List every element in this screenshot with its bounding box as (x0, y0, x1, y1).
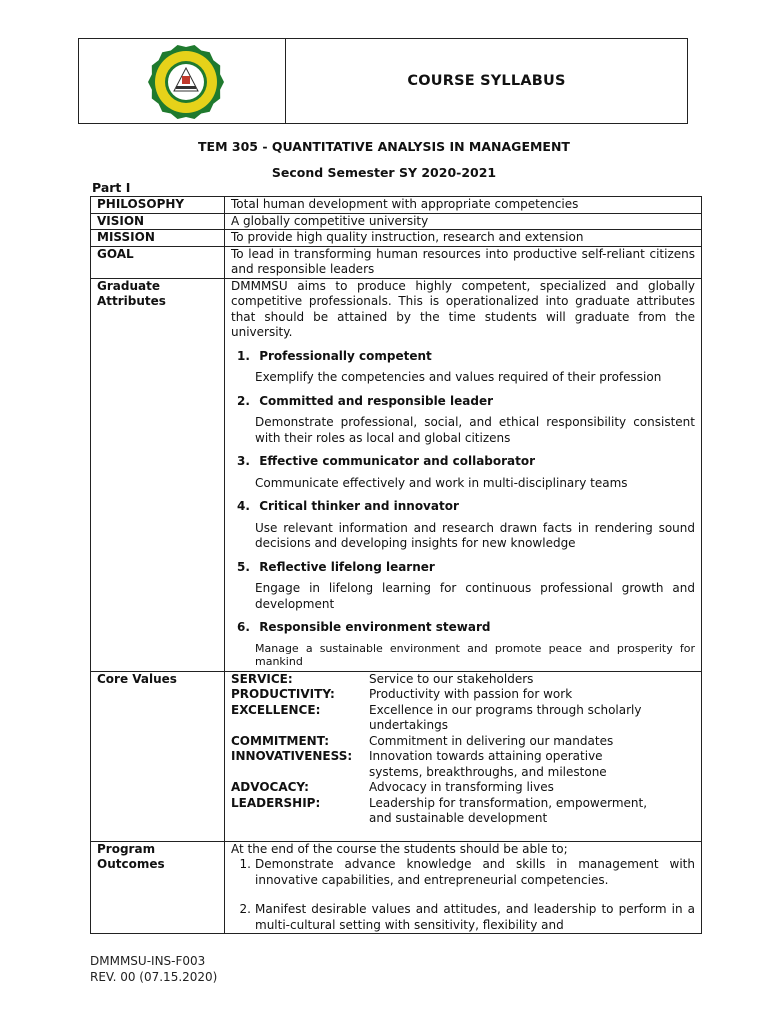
table-row-vision (91, 213, 702, 230)
program-outcomes-label-line2: Outcomes (97, 857, 165, 871)
program-outcome-item: 1. Demonstrate advance knowledge and skills in management with innovative capabilities, and entrepreneurial competencies. (239, 857, 695, 887)
header-box (78, 38, 688, 124)
part-label: Part I (92, 180, 131, 195)
goal-value: To lead in transforming human resources into productive self-reliant citizens and responsible leaders (225, 246, 702, 278)
table-row-program-outcomes (91, 841, 702, 934)
table-row-philosophy (91, 197, 702, 214)
core-value-item: INNOVATIVENESS: Innovation towards attaining operative (231, 749, 603, 763)
core-value-continuation: undertakings (369, 718, 448, 732)
attribute-description: Manage a sustainable environment and promote peace and prosperity for mankind (255, 641, 695, 668)
mission-label: MISSION (91, 230, 225, 247)
syllabus-table (90, 196, 702, 934)
core-value-item: COMMITMENT: Commitment in delivering our mandates (231, 733, 614, 748)
attribute-title: 3. Effective communicator and collaborator (237, 454, 536, 468)
seal-base (176, 86, 196, 89)
attribute-title: 2. Committed and responsible leader (237, 393, 493, 408)
core-value-item: PRODUCTIVITY: Productivity with passion for work (231, 687, 573, 701)
graduate-attributes-intro: DMMMSU aims to produce highly competent, specialized and globally competitive professionals. This is operationalized into graduate attributes that should be attained by the time students will graduate from the university. (231, 278, 695, 339)
core-values-value (225, 671, 702, 841)
philosophy-label: PHILOSOPHY (91, 197, 225, 214)
core-value-continuation: systems, breakthroughs, and milestone (369, 764, 607, 779)
attribute-description: Demonstrate professional, social, and ethical responsibility consistent with their roles as local and global citizens (255, 415, 695, 445)
revision-label: REV. 00 (07.15.2020) (90, 970, 218, 984)
core-value-item: SERVICE: Service to our stakeholders (231, 671, 534, 686)
attribute-title: 5. Reflective lifelong learner (237, 559, 435, 574)
table-row-goal (91, 246, 702, 278)
attribute-description: Engage in lifelong learning for continuous professional growth and development (255, 581, 695, 611)
graduate-attributes-label (91, 278, 225, 671)
table-row-graduate-attributes (91, 278, 702, 671)
mission-value: To provide high quality instruction, research and extension (225, 230, 702, 247)
goal-label: GOAL (91, 246, 225, 278)
table-row-mission (91, 230, 702, 247)
core-value-item: LEADERSHIP: Leadership for transformation, empowerment, (231, 795, 648, 810)
university-seal-logo (131, 43, 241, 121)
attribute-description: Communicate effectively and work in multi-disciplinary teams (255, 475, 628, 490)
document-title: COURSE SYLLABUS (407, 73, 566, 89)
core-values-label: Core Values (91, 671, 225, 841)
seal-emblem (182, 76, 190, 84)
document-footer (90, 953, 217, 985)
program-outcomes-intro: At the end of the course the students should be able to; (231, 841, 568, 856)
program-outcome-item: 2. Manifest desirable values and attitudes, and leadership to perform in a multi-cultural setting with sensitivity, flexibility and (239, 902, 695, 932)
semester-label: Second Semester SY 2020-2021 (271, 165, 497, 180)
core-value-item: EXCELLENCE: Excellence in our programs through scholarly (231, 702, 642, 717)
attribute-title: 1. Professionally competent (237, 348, 432, 363)
program-outcomes-value (225, 841, 702, 934)
attribute-title: 4. Critical thinker and innovator (237, 499, 459, 513)
attribute-title: 6. Responsible environment steward (237, 620, 491, 634)
document-code: DMMMSU-INS-F003 (90, 954, 206, 968)
program-outcomes-label (91, 841, 225, 934)
program-outcomes-label-line1: Program (97, 841, 156, 856)
philosophy-value: Total human development with appropriate competencies (225, 197, 702, 214)
graduate-attributes-label-line2: Attributes (97, 294, 166, 308)
attribute-description: Use relevant information and research drawn facts in rendering sound decisions and developing insights for new knowledge (255, 520, 695, 550)
vision-value: A globally competitive university (225, 213, 702, 230)
graduate-attributes-label-line1: Graduate (97, 278, 160, 293)
table-row-core-values (91, 671, 702, 841)
graduate-attributes-value (225, 278, 702, 671)
core-value-continuation: and sustainable development (369, 811, 548, 825)
vision-label: VISION (91, 213, 225, 230)
course-title: TEM 305 - QUANTITATIVE ANALYSIS IN MANAGEMENT (198, 139, 570, 154)
attribute-description: Exemplify the competencies and values required of their profession (255, 370, 662, 384)
core-value-item: ADVOCACY: Advocacy in transforming lives (231, 780, 554, 794)
